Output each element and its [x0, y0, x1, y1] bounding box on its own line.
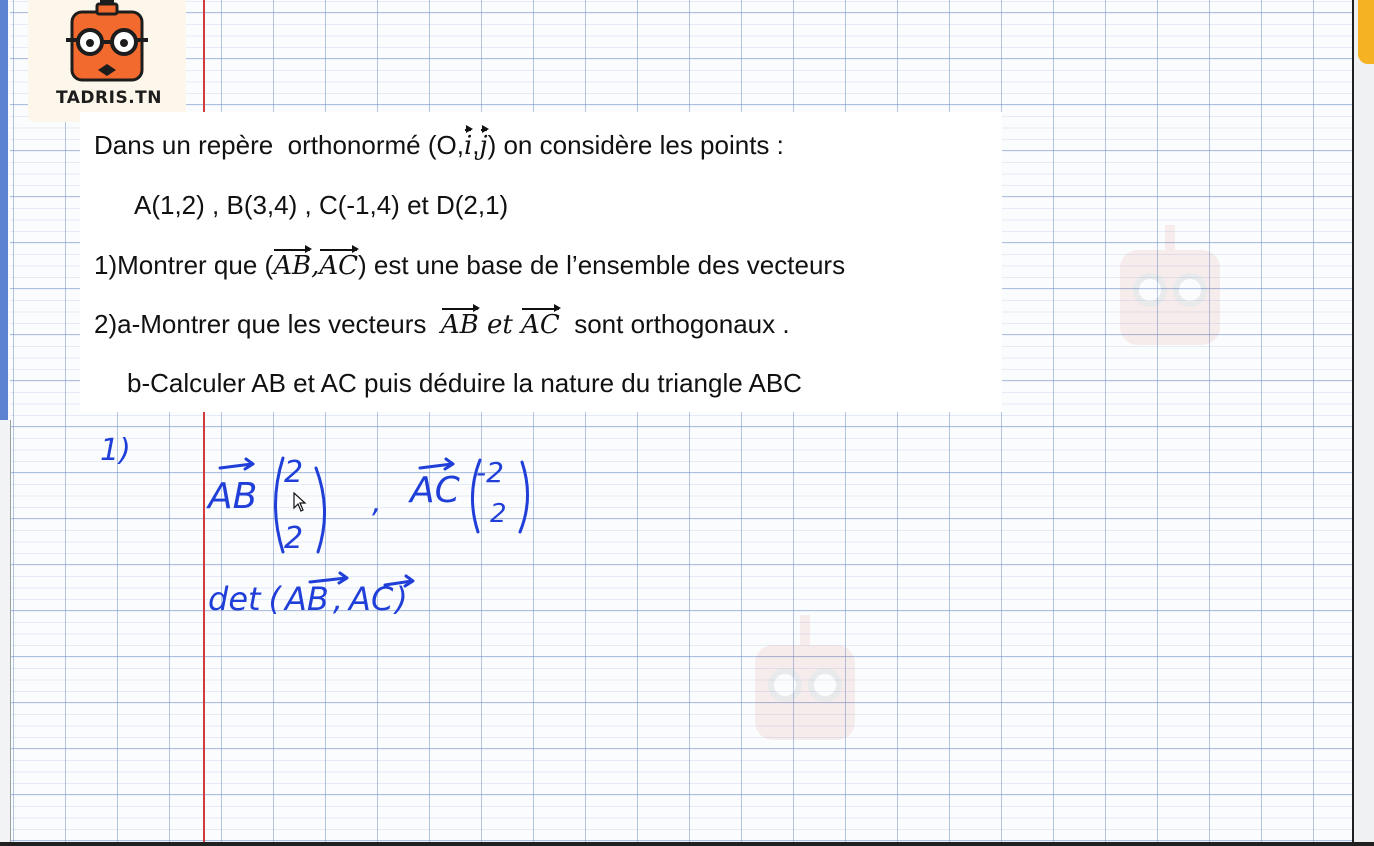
hand-label-1: 1)	[100, 433, 131, 468]
watermark-robot-icon	[720, 600, 890, 800]
intro-prefix: Dans un repère orthonormé (O,	[94, 130, 464, 160]
logo-text: TADRIS.TN	[56, 88, 162, 108]
vector-ac: AC	[319, 251, 359, 281]
hand-det-ac: AC	[349, 580, 394, 618]
vector-ac: AC	[521, 310, 560, 340]
q1-comma: ,	[311, 251, 320, 281]
exercise-panel	[80, 112, 1002, 412]
left-window-edge-lower	[0, 420, 11, 846]
hand-separator: ,	[372, 485, 382, 520]
vector-i: i	[463, 131, 473, 161]
right-accent-tab	[1358, 0, 1374, 64]
hand-det-ab: AB	[285, 580, 329, 618]
hand-det-prefix: det	[208, 580, 261, 618]
right-window-edge	[1352, 0, 1374, 846]
q1-suffix: ) est une base de l’ensemble des vecteurs	[358, 250, 846, 280]
bottom-window-edge	[0, 842, 1374, 846]
q2a-prefix: 2)a-Montrer que les vecteurs	[94, 309, 441, 339]
question-2b: b-Calculer AB et AC puis déduire la nature du triangle ABC	[127, 368, 802, 398]
hand-ac-x: -2	[476, 456, 504, 489]
hand-det-open: (	[268, 580, 282, 618]
tadris-robot-logo-icon	[64, 0, 150, 90]
mouse-cursor-icon	[293, 492, 307, 512]
hand-det-comma: ,	[332, 580, 344, 618]
points-line: A(1,2) , B(3,4) , C(-1,4) et D(2,1)	[134, 190, 509, 220]
q2a-suffix: sont orthogonaux .	[559, 309, 790, 339]
intro-line	[94, 130, 784, 161]
intro-suffix: ) on considère les points :	[487, 130, 784, 160]
watermark-robot-icon	[1085, 215, 1255, 385]
hand-vec-ab-name: AB	[208, 476, 258, 517]
hand-ac-y: 2	[490, 499, 507, 529]
left-window-edge	[0, 0, 8, 420]
hand-det-close: )	[395, 580, 408, 618]
intro-comma: ,	[472, 130, 480, 160]
vector-j: j	[479, 131, 488, 161]
q1-prefix: 1)Montrer que (	[94, 250, 274, 280]
hand-vec-ac-name: AC	[410, 470, 460, 511]
question-2a	[94, 309, 790, 340]
vector-ab: AB	[273, 251, 312, 281]
question-1	[94, 250, 845, 281]
tadris-logo	[28, 0, 186, 122]
vector-ab: AB	[440, 310, 479, 340]
q2a-et: et	[478, 310, 522, 340]
hand-ab-x: 2	[284, 455, 304, 490]
hand-ab-y: 2	[284, 521, 304, 556]
